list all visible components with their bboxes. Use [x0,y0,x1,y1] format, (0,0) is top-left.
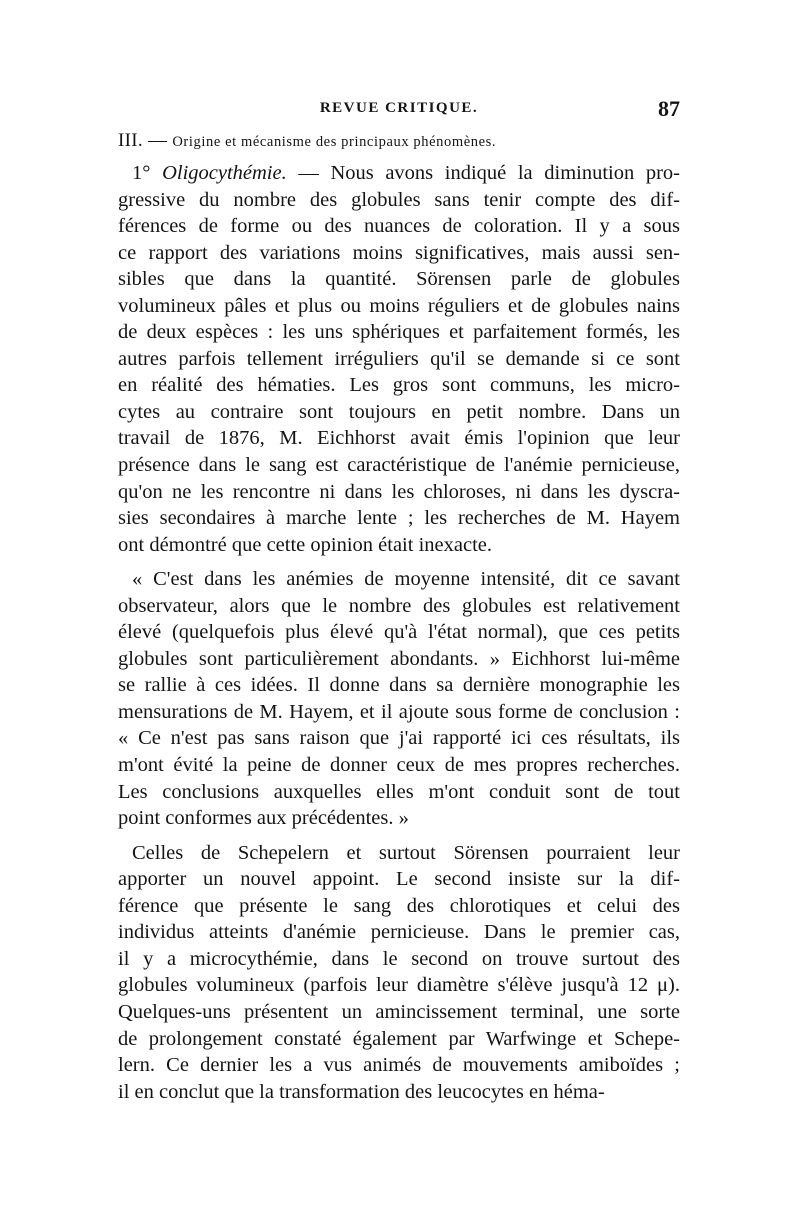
text-line [118,752,680,779]
text-line [118,1026,680,1053]
line-text: cytes au contraire sont toujours en petit nombre. Dans un [118,400,680,423]
text-line [118,187,680,214]
line-text: Les conclusions auxquelles elles m'ont conduit sont de tout [118,780,680,803]
text-line [118,699,680,726]
text-line [118,593,680,620]
line-text: férences de forme ou des nuances de coloration. Il y a sous [118,215,680,238]
body-text [118,160,680,1105]
text-line [118,566,680,593]
text-line [118,319,680,346]
line-text: individus atteints d'anémie pernicieuse. Dans le premier cas, [118,921,680,944]
text-line [118,505,680,532]
text-line [118,1052,680,1079]
line-text: « C'est dans les anémies de moyenne intensité, dit ce savant [132,568,680,591]
line-text: il y a microcythémie, dans le second on trouve surtout des [118,947,680,970]
subsection-title: Oligocythémie. [162,162,287,184]
text-line [118,1079,680,1106]
page-header [118,96,680,126]
paragraph-gap [118,832,680,840]
text-line [118,866,680,893]
text-line [118,972,680,999]
line-text: travail de 1876, M. Eichhorst avait émis l'opinion que leur [118,427,680,450]
line-text: — Nous avons indiqué la diminution pro- [286,162,680,184]
paragraph [118,840,680,1105]
line-text: de prolongement constaté également par Warfwinge et Schepe- [118,1027,680,1050]
text-line [118,919,680,946]
text-line [118,160,680,187]
line-text: point conformes aux précédentes. » [118,807,409,830]
text-line [118,293,680,320]
page-number: 87 [658,96,680,121]
text-line [118,946,680,973]
text-line [118,532,680,559]
line-text: apporter un nouvel appoint. Le second insiste sur la dif- [118,868,680,891]
line-text: se rallie à ces idées. Il donne dans sa dernière monographie les [118,674,680,697]
line-text: de deux espèces : les uns sphériques et parfaitement formés, les [118,321,680,344]
line-text: il en conclut que la transformation des leucocytes en héma- [118,1080,605,1103]
paragraph-gap [118,558,680,566]
text-line [118,346,680,373]
text-line [118,893,680,920]
text-line [118,399,680,426]
running-title: REVUE CRITIQUE. [319,100,479,116]
text-line [118,619,680,646]
text-line [118,646,680,673]
line-text: Celles de Schepelern et surtout Sörensen pourraient leur [132,841,680,864]
paragraph [118,160,680,558]
text-line [118,266,680,293]
text-line [118,240,680,267]
text-line [118,840,680,867]
line-text: Quelques-uns présentent un amincissement terminal, une sorte [118,1000,680,1023]
line-text: lern. Ce dernier les a vus animés de mouvements amiboïdes ; [118,1054,680,1077]
line-text: observateur, alors que le nombre des globules est relativement [118,594,680,617]
text-line [118,672,680,699]
section-heading [118,130,680,152]
line-text: autres parfois tellement irréguliers qu'il se demande si ce sont [118,347,680,370]
line-text: présence dans le sang est caractéristique de l'anémie pernicieuse, [118,454,680,477]
line-text: en réalité des hématies. Les gros sont communs, les micro- [118,374,680,397]
text-line [118,805,680,832]
section-title: Origine et mécanisme des principaux phénomènes. [172,134,497,150]
line-text: qu'on ne les rencontre ni dans les chloroses, ni dans les dyscra- [118,480,680,503]
text-line [118,425,680,452]
line-text: volumineux pâles et plus ou moins réguliers et de globules nains [118,294,680,317]
text-line [118,372,680,399]
line-text: mensurations de M. Hayem, et il ajoute sous forme de conclusion : [118,700,680,723]
line-text: sies secondaires à marche lente ; les recherches de M. Hayem [118,507,680,530]
text-line [118,452,680,479]
text-line [118,479,680,506]
text-line [118,213,680,240]
text-line [118,725,680,752]
line-text: ce rapport des variations moins significatives, mais aussi sen- [118,241,680,264]
text-line [118,779,680,806]
line-text: sibles que dans la quantité. Sörensen parle de globules [118,268,680,291]
line-text: m'ont évité la peine de donner ceux de mes propres recherches. [118,754,680,777]
line-text: « Ce n'est pas sans raison que j'ai rapporté ici ces résultats, ils [118,727,680,750]
line-text: globules volumineux (parfois leur diamètre s'élève jusqu'à 12 μ). [118,974,680,997]
subsection-number: 1° [132,162,163,184]
line-text: gressive du nombre des globules sans tenir compte des dif- [118,188,680,211]
text-line [118,999,680,1026]
line-text: férence que présente le sang des chlorotiques et celui des [118,894,680,917]
paragraph [118,566,680,831]
line-text: ont démontré que cette opinion était inexacte. [118,533,492,556]
line-text: élevé (quelquefois plus élevé qu'à l'état normal), que ces petits [118,621,680,644]
line-text: globules sont particulièrement abondants. » Eichhorst lui-même [118,647,680,670]
section-number: III. — [118,130,168,151]
